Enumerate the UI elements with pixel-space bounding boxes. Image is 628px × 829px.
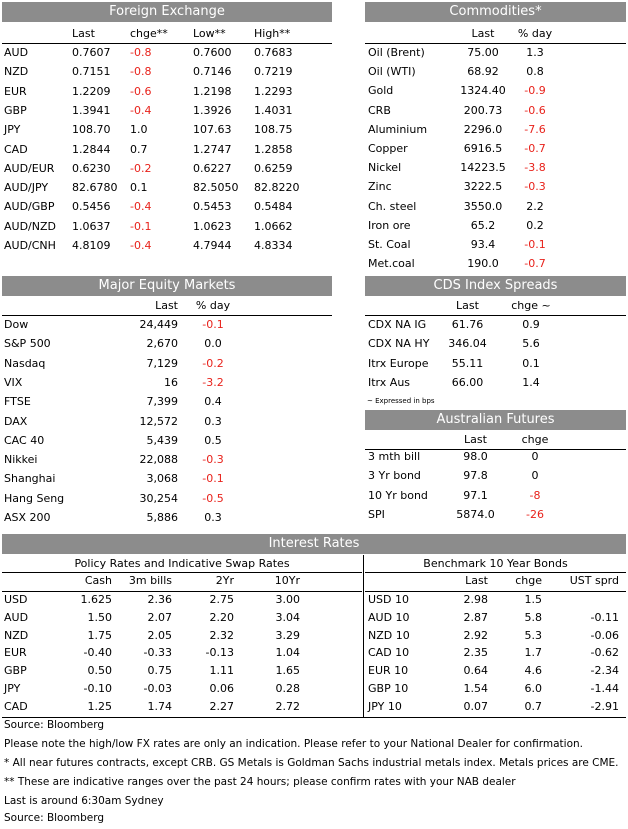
fx-table-chg-cell: -0.6 <box>130 84 152 98</box>
fx-table-value-cell: 0.5453 <box>193 200 232 214</box>
fut-table-chg-cell: -26 <box>526 507 544 521</box>
eq-table-col-header: % day <box>195 299 231 312</box>
bonds-table-col-header: Last <box>465 574 488 587</box>
comm-table-value-cell: 3550.0 <box>463 199 503 213</box>
bonds-table-value-cell: 5.8 <box>524 610 542 624</box>
cds-note: ~ Expressed in bps <box>367 397 435 405</box>
policy-table-value-cell: 1.65 <box>275 664 300 678</box>
bonds-table-value-cell: 1.54 <box>463 682 488 695</box>
comm-table-chg-cell: 1.3 <box>526 46 544 59</box>
fx-table-chg-cell: 0.7 <box>130 142 148 156</box>
comm-table-chg-cell: -0.3 <box>524 180 546 194</box>
cds-table-row-label: CDX NA HY <box>368 337 430 351</box>
comm-table-chg-cell: -0.9 <box>524 84 546 98</box>
commodities-header: Commodities* <box>365 2 626 22</box>
eq-table-row-label: VIX <box>4 375 23 389</box>
fx-table-chg-cell: 0.1 <box>130 181 148 195</box>
eq-table-row-label: DAX <box>4 414 28 428</box>
policy-table-value-cell: -0.33 <box>143 646 172 660</box>
fut-table-row-label: 10 Yr bond <box>368 488 428 502</box>
policy-table-value-cell: 2.07 <box>147 610 172 624</box>
comm-table-row-label: St. Coal <box>368 238 411 251</box>
eq-table-chg-cell: -0.2 <box>202 356 224 370</box>
footer-source-2: Source: Bloomberg <box>4 812 105 824</box>
bonds-table-value-cell: -0.11 <box>590 610 619 624</box>
comm-table-value-cell: 2296.0 <box>463 122 503 136</box>
policy-table-value-cell: 1.04 <box>275 646 300 660</box>
eq-table-value-cell: 5,886 <box>146 511 178 524</box>
comm-table-row-label: Iron ore <box>368 218 411 232</box>
policy-table-col-header: 2Yr <box>215 574 234 587</box>
cds-table-value-cell: 61.76 <box>451 318 484 331</box>
bonds-table-col-header: chge <box>515 574 542 587</box>
fx-table-chg-cell: -0.8 <box>130 46 152 59</box>
fx-table-row-label: AUD/NZD <box>4 219 56 233</box>
comm-table-value-cell: 3222.5 <box>463 180 503 194</box>
fx-table-value-cell: 82.8220 <box>254 181 300 195</box>
bonds-table-value-cell: -2.91 <box>590 699 619 713</box>
comm-table-col-header: % day <box>517 27 553 40</box>
policy-table-col-header: Cash <box>84 574 112 587</box>
fx-table-value-cell: 4.8334 <box>254 239 293 252</box>
policy-table-row-label: AUD <box>4 610 29 624</box>
cds-table-row-label: CDX NA IG <box>368 318 427 331</box>
bonds-table-value-cell: -0.62 <box>590 646 619 660</box>
fx-table-value-cell: 0.6227 <box>193 161 232 175</box>
cds-table-value-cell: 346.04 <box>448 337 487 351</box>
eq-table-row-label: Nasdaq <box>4 356 46 370</box>
policy-table-row-label: GBP <box>4 664 27 678</box>
comm-table-row-label: Ch. steel <box>368 199 417 213</box>
fx-table-value-cell: 107.63 <box>193 123 232 137</box>
eq-table-value-cell: 30,254 <box>139 491 178 505</box>
bonds-table-row-label: NZD 10 <box>368 628 410 642</box>
policy-table-value-cell: 3.29 <box>275 628 300 642</box>
fx-table-value-cell: 1.2858 <box>254 142 293 156</box>
fx-table-row-label: GBP <box>4 103 27 117</box>
eq-table-row-label: Nikkei <box>4 453 38 467</box>
cds-header: CDS Index Spreads <box>365 276 626 296</box>
fx-table-value-cell: 0.7146 <box>193 65 232 79</box>
fx-table-value-cell: 0.5484 <box>254 200 293 214</box>
fx-table-value-cell: 1.0623 <box>193 219 232 233</box>
bonds-title: Benchmark 10 Year Bonds <box>423 557 568 570</box>
eq-table-chg-cell: -0.5 <box>202 491 224 505</box>
footer-source-1: Source: Bloomberg <box>4 719 105 731</box>
comm-table-chg-cell: 0.8 <box>526 65 544 79</box>
rates-header: Interest Rates <box>2 534 626 554</box>
comm-table-value-cell: 190.0 <box>467 257 499 271</box>
bonds-table-value-cell: -2.34 <box>590 664 619 678</box>
bonds-table-value-cell: 0.64 <box>463 664 488 678</box>
fx-table-row-label: AUD/JPY <box>4 181 49 195</box>
eq-table-chg-cell: 0.3 <box>204 511 222 524</box>
policy-table-value-cell: 1.75 <box>87 628 112 642</box>
bonds-table-row-label: USD 10 <box>368 593 409 606</box>
policy-table-value-cell: 0.28 <box>275 682 300 695</box>
fut-table-chg-cell: 0 <box>531 450 539 463</box>
comm-table-chg-cell: -0.6 <box>524 103 546 117</box>
eq-table-value-cell: 24,449 <box>139 318 178 331</box>
bonds-table-value-cell: 5.3 <box>524 628 542 642</box>
policy-table-value-cell: 0.75 <box>147 664 172 678</box>
cds-table-row-label: Itrx Aus <box>368 375 411 389</box>
fx-table-chg-cell: -0.4 <box>130 103 152 117</box>
fx-table-value-cell: 82.5050 <box>193 181 239 195</box>
fx-table-value-cell: 0.6259 <box>254 161 293 175</box>
cds-table-col-header: Last <box>456 299 479 312</box>
fx-table-col-header: Last <box>72 27 95 40</box>
fx-table-row-label: NZD <box>4 65 29 79</box>
fut-table-chg-cell: 0 <box>531 469 539 483</box>
fx-table-chg-cell: -0.2 <box>130 161 152 175</box>
policy-table-value-cell: 2.20 <box>209 610 234 624</box>
fx-table-row-label: CAD <box>4 142 28 156</box>
eq-table-value-cell: 7,129 <box>146 356 178 370</box>
eq-table-chg-cell: 0.4 <box>204 395 222 409</box>
eq-table-chg-cell: -0.1 <box>202 472 224 486</box>
fx-table-value-cell: 4.8109 <box>72 239 111 252</box>
policy-table-col-header: 10Yr <box>274 574 300 587</box>
policy-table-col-header: 3m bills <box>128 574 172 587</box>
bonds-table-value-cell: 6.0 <box>524 682 542 695</box>
cds-table-row-label: Itrx Europe <box>368 356 429 370</box>
bonds-table-value-cell: 1.5 <box>524 593 542 606</box>
bonds-table-value-cell: 2.35 <box>463 646 488 660</box>
bonds-table-value-cell: 2.98 <box>463 593 488 606</box>
bonds-table-row-label: EUR 10 <box>368 664 409 678</box>
equity-header: Major Equity Markets <box>2 276 332 296</box>
fx-table-chg-cell: -0.4 <box>130 200 152 214</box>
eq-table-chg-cell: -0.3 <box>202 453 224 467</box>
comm-table-row-label: Aluminium <box>368 122 428 136</box>
eq-table-value-cell: 3,068 <box>146 472 178 486</box>
policy-table-value-cell: 2.27 <box>209 699 234 713</box>
fx-table-value-cell: 1.2198 <box>193 84 232 98</box>
fx-table-value-cell: 108.75 <box>254 123 293 137</box>
comm-table-value-cell: 6916.5 <box>463 142 503 155</box>
cds-table-chg-cell: 5.6 <box>522 337 540 351</box>
fut-table-col-header: Last <box>464 433 487 446</box>
fx-table-col-header: High** <box>254 27 291 40</box>
comm-table-chg-cell: -0.7 <box>524 142 546 155</box>
eq-table-row-label: Shanghai <box>4 472 56 486</box>
fx-table-value-cell: 1.2293 <box>254 84 293 98</box>
bonds-table-row-label: AUD 10 <box>368 610 410 624</box>
comm-table-value-cell: 68.92 <box>467 65 499 79</box>
policy-table-value-cell: 2.05 <box>147 628 172 642</box>
fut-table-col-header: chge <box>521 433 549 446</box>
fx-table-row-label: AUD/GBP <box>4 200 55 214</box>
bonds-table-row-label: JPY 10 <box>368 699 402 713</box>
comm-table-value-cell: 65.2 <box>470 218 496 232</box>
comm-table-chg-cell: -0.1 <box>524 238 546 251</box>
comm-table-chg-cell: -3.8 <box>524 161 546 175</box>
policy-table-row-label: CAD <box>4 699 28 713</box>
comm-table-row-label: Copper <box>368 142 408 155</box>
fx-table-value-cell: 0.7151 <box>72 65 111 79</box>
fx-table-value-cell: 1.3926 <box>193 103 232 117</box>
fx-table-value-cell: 1.0637 <box>72 219 111 233</box>
eq-table-chg-cell: 0.5 <box>204 433 222 447</box>
fx-table-row-label: JPY <box>4 123 21 137</box>
policy-table-value-cell: 2.32 <box>209 628 234 642</box>
bonds-table-col-header: UST sprd <box>569 574 619 587</box>
comm-table-chg-cell: 2.2 <box>526 199 544 213</box>
comm-table-value-cell: 1324.40 <box>460 84 506 98</box>
fx-table-row-label: AUD <box>4 46 29 59</box>
policy-table-value-cell: 1.11 <box>209 664 234 678</box>
eq-table-chg-cell: 0.3 <box>204 414 222 428</box>
cds-table-chg-cell: 0.9 <box>522 318 540 331</box>
bonds-table-value-cell: 0.07 <box>463 699 488 713</box>
fx-table-value-cell: 4.7944 <box>193 239 232 252</box>
bonds-table-row-label: CAD 10 <box>368 646 410 660</box>
fut-table-value-cell: 5874.0 <box>456 507 495 521</box>
fut-table-value-cell: 97.1 <box>463 488 488 502</box>
eq-table-row-label: Dow <box>4 318 29 331</box>
cds-table-col-header: chge ~ <box>511 299 551 312</box>
eq-table-chg-cell: -3.2 <box>202 375 224 389</box>
eq-table-col-header: Last <box>155 299 178 312</box>
comm-table-value-cell: 75.00 <box>467 46 499 59</box>
comm-table-chg-cell: -0.7 <box>524 257 546 271</box>
fx-header: Foreign Exchange <box>2 2 332 22</box>
bonds-table-value-cell: 2.92 <box>463 628 488 642</box>
fx-table-row-label: AUD/CNH <box>4 239 56 252</box>
fx-table-value-cell: 0.7219 <box>254 65 293 79</box>
comm-table-row-label: Nickel <box>368 161 402 175</box>
bonds-table-value-cell: -1.44 <box>590 682 619 695</box>
fut-table-row-label: 3 Yr bond <box>368 469 421 483</box>
eq-table-value-cell: 22,088 <box>139 453 178 467</box>
policy-table-value-cell: 3.04 <box>275 610 300 624</box>
fx-table-col-header: Low** <box>193 27 226 40</box>
comm-table-value-cell: 93.4 <box>470 238 496 251</box>
policy-table-value-cell: 2.75 <box>209 593 234 606</box>
fx-table-row-label: EUR <box>4 84 27 98</box>
fx-table-value-cell: 0.7683 <box>254 46 293 59</box>
cds-table-chg-cell: 0.1 <box>522 356 540 370</box>
policy-table-value-cell: 1.625 <box>80 593 112 606</box>
fx-table-row-label: AUD/EUR <box>4 161 55 175</box>
bonds-table-value-cell: -0.06 <box>590 628 619 642</box>
fut-table-value-cell: 97.8 <box>463 469 488 483</box>
fut-table-row-label: SPI <box>368 507 385 521</box>
fx-table-value-cell: 1.2747 <box>193 142 232 156</box>
policy-table-value-cell: 1.25 <box>87 699 112 713</box>
eq-table-row-label: ASX 200 <box>4 511 51 524</box>
footer-range-note: ** These are indicative ranges over the past 24 hours; please confirm rates with your NAB dealer <box>4 776 516 788</box>
policy-table-value-cell: 1.50 <box>87 610 112 624</box>
policy-table-row-label: NZD <box>4 628 29 642</box>
fx-table-chg-cell: -0.4 <box>130 239 152 252</box>
cds-table-value-cell: 66.00 <box>451 375 484 389</box>
comm-table-row-label: Oil (WTI) <box>368 65 416 79</box>
fx-table-value-cell: 0.7600 <box>193 46 232 59</box>
comm-table-row-label: CRB <box>368 103 391 117</box>
comm-table-row-label: Met.coal <box>368 257 415 271</box>
eq-table-chg-cell: -0.1 <box>202 318 224 331</box>
bonds-table-value-cell: 2.87 <box>463 610 488 624</box>
policy-table-row-label: USD <box>4 593 28 606</box>
fx-table-value-cell: 108.70 <box>72 123 111 137</box>
comm-table-chg-cell: -7.6 <box>524 122 546 136</box>
fx-table-value-cell: 1.2209 <box>72 84 111 98</box>
comm-table-row-label: Gold <box>368 84 394 98</box>
eq-table-value-cell: 12,572 <box>139 414 178 428</box>
eq-table-chg-cell: 0.0 <box>204 337 222 351</box>
fut-table-chg-cell: -8 <box>529 488 541 502</box>
fx-table-value-cell: 0.6230 <box>72 161 111 175</box>
fx-table-value-cell: 0.7607 <box>72 46 111 59</box>
eq-table-row-label: S&P 500 <box>4 337 51 351</box>
bonds-table-value-cell: 4.6 <box>524 664 542 678</box>
fx-table-chg-cell: 1.0 <box>130 123 148 137</box>
policy-rates-title: Policy Rates and Indicative Swap Rates <box>74 557 290 570</box>
fx-table-value-cell: 1.0662 <box>254 219 293 233</box>
cds-table-value-cell: 55.11 <box>451 356 484 370</box>
policy-table-value-cell: 0.06 <box>209 682 234 695</box>
comm-table-row-label: Zinc <box>368 180 392 194</box>
fut-table-row-label: 3 mth bill <box>368 450 421 463</box>
policy-table-value-cell: 0.50 <box>87 664 112 678</box>
comm-table-value-cell: 14223.5 <box>460 161 506 175</box>
bonds-table-value-cell: 1.7 <box>524 646 542 660</box>
comm-table-value-cell: 200.73 <box>463 103 503 117</box>
futures-header: Australian Futures <box>365 410 626 430</box>
fut-table-value-cell: 98.0 <box>463 450 488 463</box>
policy-table-value-cell: 2.72 <box>275 699 300 713</box>
policy-table-value-cell: 2.36 <box>147 593 172 606</box>
footer-futures-note: * All near futures contracts, except CRB. GS Metals is Goldman Sachs industrial metals index. Metals prices are CME. <box>4 757 619 769</box>
policy-table-value-cell: -0.03 <box>143 682 172 695</box>
eq-table-row-label: Hang Seng <box>4 491 65 505</box>
eq-table-value-cell: 16 <box>164 375 178 389</box>
fx-table-value-cell: 1.4031 <box>254 103 293 117</box>
eq-table-value-cell: 5,439 <box>146 433 178 447</box>
eq-table-row-label: FTSE <box>4 395 31 409</box>
bonds-table-value-cell: 0.7 <box>524 699 542 713</box>
comm-table-chg-cell: 0.2 <box>526 218 544 232</box>
fx-table-value-cell: 82.6780 <box>72 181 118 195</box>
fx-table-col-header: chge** <box>130 27 168 40</box>
cds-table-chg-cell: 1.4 <box>522 375 540 389</box>
policy-table-value-cell: 1.74 <box>147 699 172 713</box>
policy-table-value-cell: 3.00 <box>275 593 300 606</box>
eq-table-row-label: CAC 40 <box>4 433 45 447</box>
fx-table-value-cell: 1.3941 <box>72 103 111 117</box>
comm-table-col-header: Last <box>471 27 495 40</box>
fx-table-value-cell: 0.5456 <box>72 200 111 214</box>
eq-table-value-cell: 7,399 <box>146 395 178 409</box>
footer-fx-note: Please note the high/low FX rates are only an indication. Please refer to your National Dealer for confirmation. <box>4 738 584 750</box>
footer-time-note: Last is around 6:30am Sydney <box>4 795 164 807</box>
comm-table-row-label: Oil (Brent) <box>368 46 425 59</box>
fx-table-chg-cell: -0.1 <box>130 219 152 233</box>
bonds-table-row-label: GBP 10 <box>368 682 409 695</box>
policy-table-value-cell: -0.10 <box>83 682 112 695</box>
fx-table-chg-cell: -0.8 <box>130 65 152 79</box>
eq-table-value-cell: 2,670 <box>146 337 178 351</box>
policy-table-value-cell: -0.13 <box>205 646 234 660</box>
policy-table-row-label: EUR <box>4 646 27 660</box>
fx-table-value-cell: 1.2844 <box>72 142 111 156</box>
policy-table-row-label: JPY <box>4 682 21 695</box>
policy-table-value-cell: -0.40 <box>83 646 112 660</box>
